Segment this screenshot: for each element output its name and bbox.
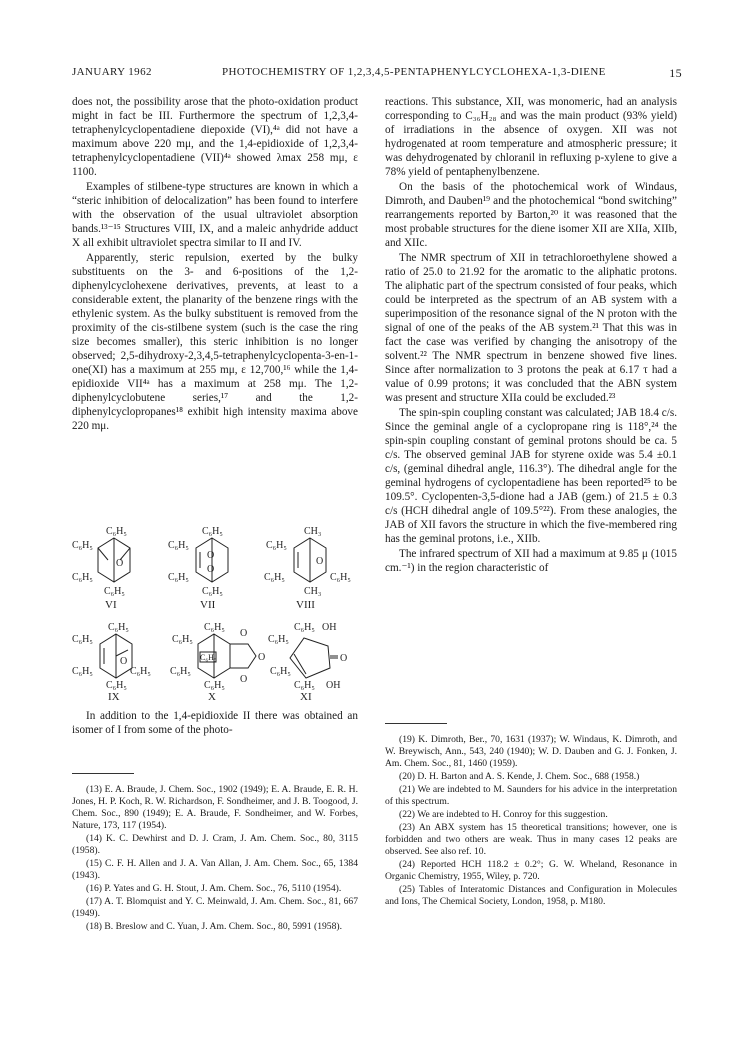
footnote-rule-left xyxy=(72,773,134,774)
phenyl-label: C₆H₅ xyxy=(294,622,315,633)
compound-label-x: X xyxy=(208,691,216,703)
compound-label-ix: IX xyxy=(108,691,120,703)
right-column xyxy=(385,95,677,575)
footnotes-right xyxy=(385,734,677,908)
phenyl-label: C₆H₅ xyxy=(202,586,223,597)
compound-label-viii: VIII xyxy=(296,599,315,611)
footnote: (16) P. Yates and G. H. Stout, J. Am. Chem. Soc., 76, 5110 (1954). xyxy=(86,883,342,894)
left-column xyxy=(72,95,358,433)
compound-label-vii: VII xyxy=(200,599,216,611)
footnotes-left xyxy=(72,784,358,933)
paragraph: does not, the possibility arose that the photo-oxidation product might in fact be III. Furthermore the spectrum of 1,2,3,4-tetraphenylcyclopentadiene diepoxide (VI),⁴ᵃ did not have a maximum above 220 mμ, and the 1,4-epidioxide of 1,2,3,4-tetraphenylcyclopentadiene (VII)⁴ᵃ showed λmax 258 mμ, ε 1100. xyxy=(72,96,358,178)
structures-figure xyxy=(72,508,358,703)
compound-label-xi: XI xyxy=(300,691,312,703)
paragraph: On the basis of the photochemical work of Windaus, Dimroth, and Dauben¹⁹ and the photochemical “bond switching” rearrangements reported by Barton,²⁰ it was reasoned that the most probable structures for the diene isomer XII are XIIa, XIIb, and XIIc. xyxy=(385,181,677,249)
footnote: (14) K. C. Dewhirst and D. J. Cram, J. Am. Chem. Soc., 80, 3115 (1958). xyxy=(72,833,358,856)
oxygen-label: O xyxy=(120,656,128,667)
carbonyl-oxygen-label: O xyxy=(240,674,248,685)
footnote: (21) We are indebted to M. Saunders for his advice in the interpretation of this spectrum. xyxy=(385,784,677,807)
header-date: JANUARY 1962 xyxy=(72,66,152,78)
header-title: PHOTOCHEMISTRY OF 1,2,3,4,5-PENTAPHENYLCYCLOHEXA-1,3-DIENE xyxy=(222,66,606,78)
phenyl-label: C₆H₅ xyxy=(72,634,93,645)
phenyl-label: C₆H₅ xyxy=(106,526,127,537)
paragraph: reactions. This substance, XII, was monomeric, had an analysis corresponding to C₃₆H₂₈ and was the main product (93% yield) of irradiations in the absence of oxygen. XII was not hydrogenated at room temperature and atmospheric pressure; it was dehydrogenated by chloranil in refluxing p-xylene to give a 78% yield of pentaphenylbenzene. xyxy=(385,96,677,178)
footnote: (19) K. Dimroth, Ber., 70, 1631 (1937); W. Windaus, K. Dimroth, and W. Breywisch, Ann., 543, 240 (1940); W. D. Dauben and G. J. Fonken, J. Am. Chem. Soc., 81, 1460 (1959). xyxy=(385,734,677,769)
oxygen-label: O xyxy=(316,556,324,567)
footnote: (25) Tables of Interatomic Distances and Configuration in Molecules and Ions, The Chemical Society, London, 1958, p. M180. xyxy=(385,884,677,907)
oxygen-label: O xyxy=(207,564,215,575)
paragraph: The spin-spin coupling constant was calculated; JAB 18.4 c/s. Since the geminal angle of a cyclopropane ring is 118°,²⁴ the spin-spin coupling constant of geminal protons should be ca. 5 c/s. The observed geminal JAB for styrene oxide was 5.4 ±0.1 c/s, (geminal dihedral angle, 116.3°). The dihedral angle for the geminal hydrogens of cyclopentadiene has been reported²⁵ to be 109.5°. Cyclopenten-3,5-dione had a JAB (gem.) of 21.5 ± 0.3 c/s (HCH dihedral angle of 109.5°²²). From these analogies, the JAB of XII favors the structure in which the five-membered ring has the geminal protons, i.e., XIIb. xyxy=(385,407,677,545)
structure-vii xyxy=(168,526,228,611)
phenyl-label: C₆H₅ xyxy=(294,680,315,691)
structure-xi xyxy=(268,622,347,703)
phenyl-label: C₆H₅ xyxy=(266,540,287,551)
carbonyl-oxygen-label: O xyxy=(240,628,248,639)
phenyl-label: C₆H₅ xyxy=(168,572,189,583)
ring-oxygen-label: O xyxy=(258,652,266,663)
phenyl-label: C₆H₅ xyxy=(168,540,189,551)
left-column-continued xyxy=(72,709,358,737)
methyl-label: CH₃ xyxy=(304,586,322,597)
structures-svg xyxy=(72,508,358,703)
phenyl-label: C₆H₅ xyxy=(200,653,217,662)
oxygen-label: O xyxy=(207,550,215,561)
footnote: (20) D. H. Barton and A. S. Kende, J. Chem. Soc., 688 (1958.) xyxy=(399,771,640,782)
phenyl-label: C₆H₅ xyxy=(170,666,191,677)
paragraph: Examples of stilbene-type structures are known in which a “steric inhibition of delocalization” has been found to interfere with the observation of the usual ultraviolet absorption bands.¹³⁻¹⁵ Structures VIII, IX, and a maleic anhydride adduct X all exhibit ultraviolet spectra similar to II and IV. xyxy=(72,181,358,249)
structure-x xyxy=(170,622,265,703)
phenyl-label: C₆H₅ xyxy=(108,622,129,633)
hydroxyl-label: OH xyxy=(322,622,337,633)
footnote: (23) An ABX system has 15 theoretical transitions; however, one is forbidden and two others are weak. Thus in many cases 12 peaks are observed. See also ref. 10. xyxy=(385,822,677,857)
phenyl-label: C₆H₅ xyxy=(204,680,225,691)
phenyl-label: C₆H₅ xyxy=(264,572,285,583)
phenyl-label: C₆H₅ xyxy=(204,622,225,633)
phenyl-label: C₆H₅ xyxy=(270,666,291,677)
phenyl-label: C₆H₅ xyxy=(72,540,93,551)
phenyl-label: C₆H₅ xyxy=(202,526,223,537)
phenyl-label: C₆H₅ xyxy=(330,572,351,583)
footnote: (17) A. T. Blomquist and Y. C. Meinwald, J. Am. Chem. Soc., 81, 667 (1949). xyxy=(72,896,358,919)
footnote: (22) We are indebted to H. Conroy for this suggestion. xyxy=(399,809,608,820)
hydroxyl-label: OH xyxy=(326,680,341,691)
carbonyl-oxygen-label: O xyxy=(340,653,348,664)
phenyl-label: C₆H₅ xyxy=(268,634,289,645)
footnote-rule-right xyxy=(385,723,447,724)
paragraph: The infrared spectrum of XII had a maximum at 9.85 μ (1015 cm.⁻¹) in the region characteristic of xyxy=(385,548,677,574)
footnote: (15) C. F. H. Allen and J. A. Van Allan, J. Am. Chem. Soc., 65, 1384 (1943). xyxy=(72,858,358,881)
structure-ix xyxy=(72,622,151,703)
page-number: 15 xyxy=(669,66,682,80)
paragraph: The NMR spectrum of XII in tetrachloroethylene showed a ratio of 25.0 to 21.92 for the aromatic to the aliphatic protons. The aliphatic part of the spectrum consisted of four peaks, which could be interpreted as the spectrum of an AB system with a superimposition of the resonance signal of the N proton with the signal of one of the peaks of the AB system.²¹ That this was in fact the case was verified by changing the anisotropy of the solvent.²² The NMR spectrum in benzene showed five lines. Since after normalization to 3 protons the peak at 6.17 τ had a value of 0.99 protons; it was concluded that the ABN system was present and structure XIIa could be excluded.²³ xyxy=(385,252,677,404)
footnote: (24) Reported HCH 118.2 ± 0.2°; G. W. Wheland, Resonance in Organic Chemistry, 1955, Wiley, p. 720. xyxy=(385,859,677,882)
phenyl-label: C₆H₅ xyxy=(72,666,93,677)
structure-vi xyxy=(72,526,130,611)
footnote: (13) E. A. Braude, J. Chem. Soc., 1902 (1949); E. A. Braude, E. R. H. Jones, H. P. Koch, R. W. Richardson, F. Sondheimer, and J. B. Toogood, J. Chem. Soc., 890 (1949); E. A. Braude, F. Sondheimer, and W. Forbes, Nature, 173, 117 (1954). xyxy=(72,784,358,831)
phenyl-label: C₆H₅ xyxy=(106,680,127,691)
structure-viii xyxy=(264,526,351,611)
phenyl-label: C₆H₅ xyxy=(72,572,93,583)
phenyl-label: C₆H₅ xyxy=(172,634,193,645)
phenyl-label: C₆H₅ xyxy=(104,586,125,597)
phenyl-label: C₆H₅ xyxy=(130,666,151,677)
paragraph: Apparently, steric repulsion, exerted by the bulky substituents on the 3- and 6-positions of the 1,2-diphenylcyclohexene derivatives, prevents, at least to a considerable extent, the planarity of the benzene rings with the ethylenic system. As the bulky substituent is removed from the proximity of the cis-stilbene system (such is the case the ring size becomes smaller), this steric inhibition is no longer observed; 2,5-dihydroxy-2,3,4,5-tetraphenylcyclopenta-3-en-1-one(XI) has a maximum at 255 mμ, ε 12,700,¹⁶ while the 1,4-epidioxide VII⁴ᵃ has a maximum at 258 mμ. The 1,2-diphenylcyclobutene series,¹⁷ and the 1,2-diphenylcyclopropanes¹⁸ exhibit high intensity maxima above 220 mμ. xyxy=(72,252,358,432)
compound-label-vi: VI xyxy=(105,599,117,611)
running-header xyxy=(72,66,682,82)
methyl-label: CH₃ xyxy=(304,526,322,537)
footnote: (18) B. Breslow and C. Yuan, J. Am. Chem. Soc., 80, 5991 (1958). xyxy=(86,921,342,932)
paragraph: In addition to the 1,4-epidioxide II there was obtained an isomer of I from some of the photo- xyxy=(72,710,358,736)
oxygen-label: O xyxy=(116,558,124,569)
